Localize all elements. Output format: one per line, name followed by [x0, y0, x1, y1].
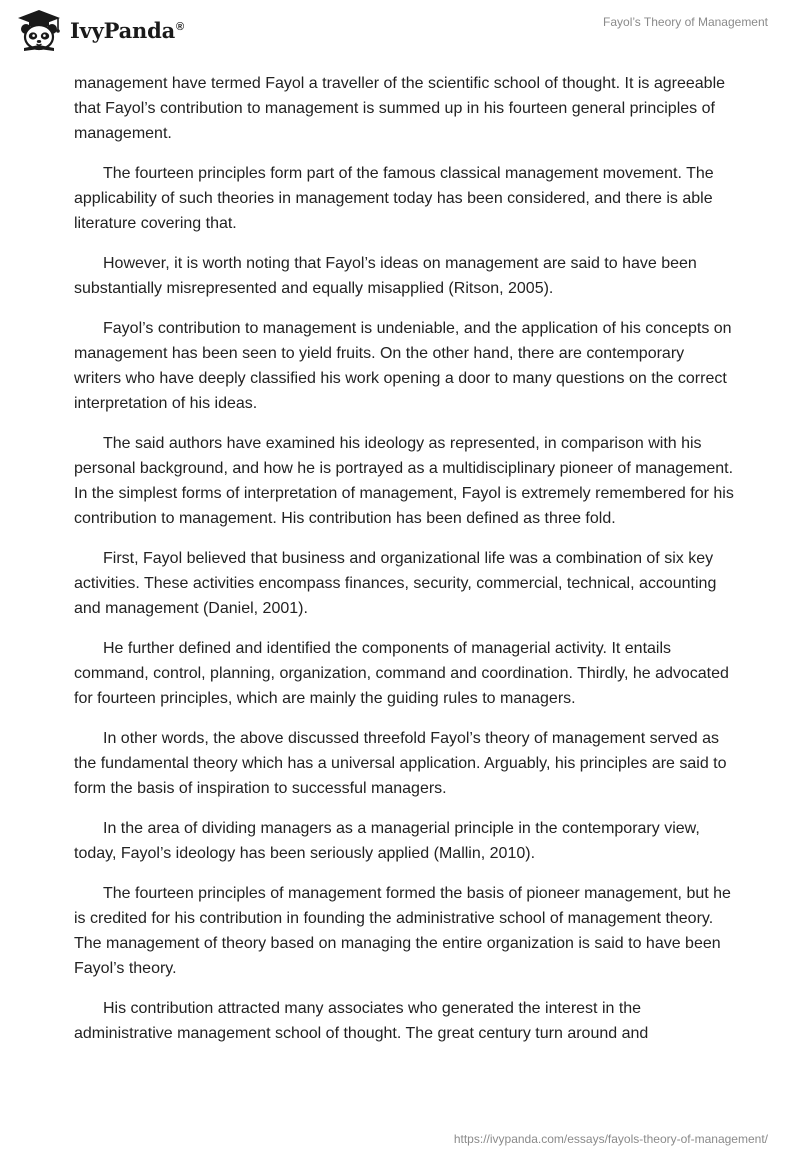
logo-wordmark: IvyPanda® [70, 17, 184, 43]
paragraph: In the area of dividing managers as a managerial principle in the contemporary view, today, Fayol’s ideology has been seriously applied (Mallin, 2010). [74, 820, 700, 862]
paragraph: Fayol’s contribution to management is undeniable, and the application of his concepts on management has been seen to yield fruits. On the other hand, there are contemporary writers who have deeply classified his work opening a door to many questions on the correct interpretation of his ideas. [74, 320, 732, 412]
paragraph: The said authors have examined his ideology as represented, in comparison with his personal background, and how he is portrayed as a multidisciplinary pioneer of management. In the simplest forms of interpretation of management, Fayol is extremely remembered for his contribution to management. His contribution has been defined as three fold. [74, 435, 734, 527]
paragraph: The fourteen principles form part of the famous classical management movement. The applicability of such theories in management today has been considered, and there is able literature covering that. [74, 165, 714, 232]
page-header [0, 0, 800, 60]
paragraph: In other words, the above discussed threefold Fayol’s theory of management served as the fundamental theory which has a universal application. Arguably, his principles are said to form the basis of inspiration to successful managers. [74, 730, 727, 797]
ivypanda-logo[interactable] [14, 8, 184, 52]
paragraph: He further defined and identified the components of managerial activity. It entails command, control, planning, organization, command and coordination. Thirdly, he advocated for fourteen principles, which are mainly the guiding rules to managers. [74, 640, 729, 707]
paragraph: First, Fayol believed that business and organizational life was a combination of six key activities. These activities encompass finances, security, commercial, technical, accounting and management (Daniel, 2001). [74, 550, 717, 617]
essay-body [74, 71, 734, 1061]
source-url[interactable]: https://ivypanda.com/essays/fayols-theory-of-management/ [453, 1132, 768, 1146]
paragraph: management have termed Fayol a traveller of the scientific school of thought. It is agreeable that Fayol’s contribution to management is summed up in his fourteen general principles of management. [74, 75, 726, 142]
document-title: Fayol’s Theory of Management [603, 15, 768, 29]
registered-mark: ® [176, 20, 184, 33]
paragraph: His contribution attracted many associates who generated the interest in the administrative management school of thought. The great century turn around and [74, 1000, 649, 1042]
paragraph: However, it is worth noting that Fayol’s ideas on management are said to have been substantially misrepresented and equally misapplied (Ritson, 2005). [74, 255, 697, 297]
paragraph: The fourteen principles of management formed the basis of pioneer management, but he is credited for his contribution in founding the administrative school of management theory. The management of theory based on managing the entire organization is said to have been Fayol’s theory. [74, 885, 731, 977]
panda-graduate-icon [14, 8, 64, 52]
